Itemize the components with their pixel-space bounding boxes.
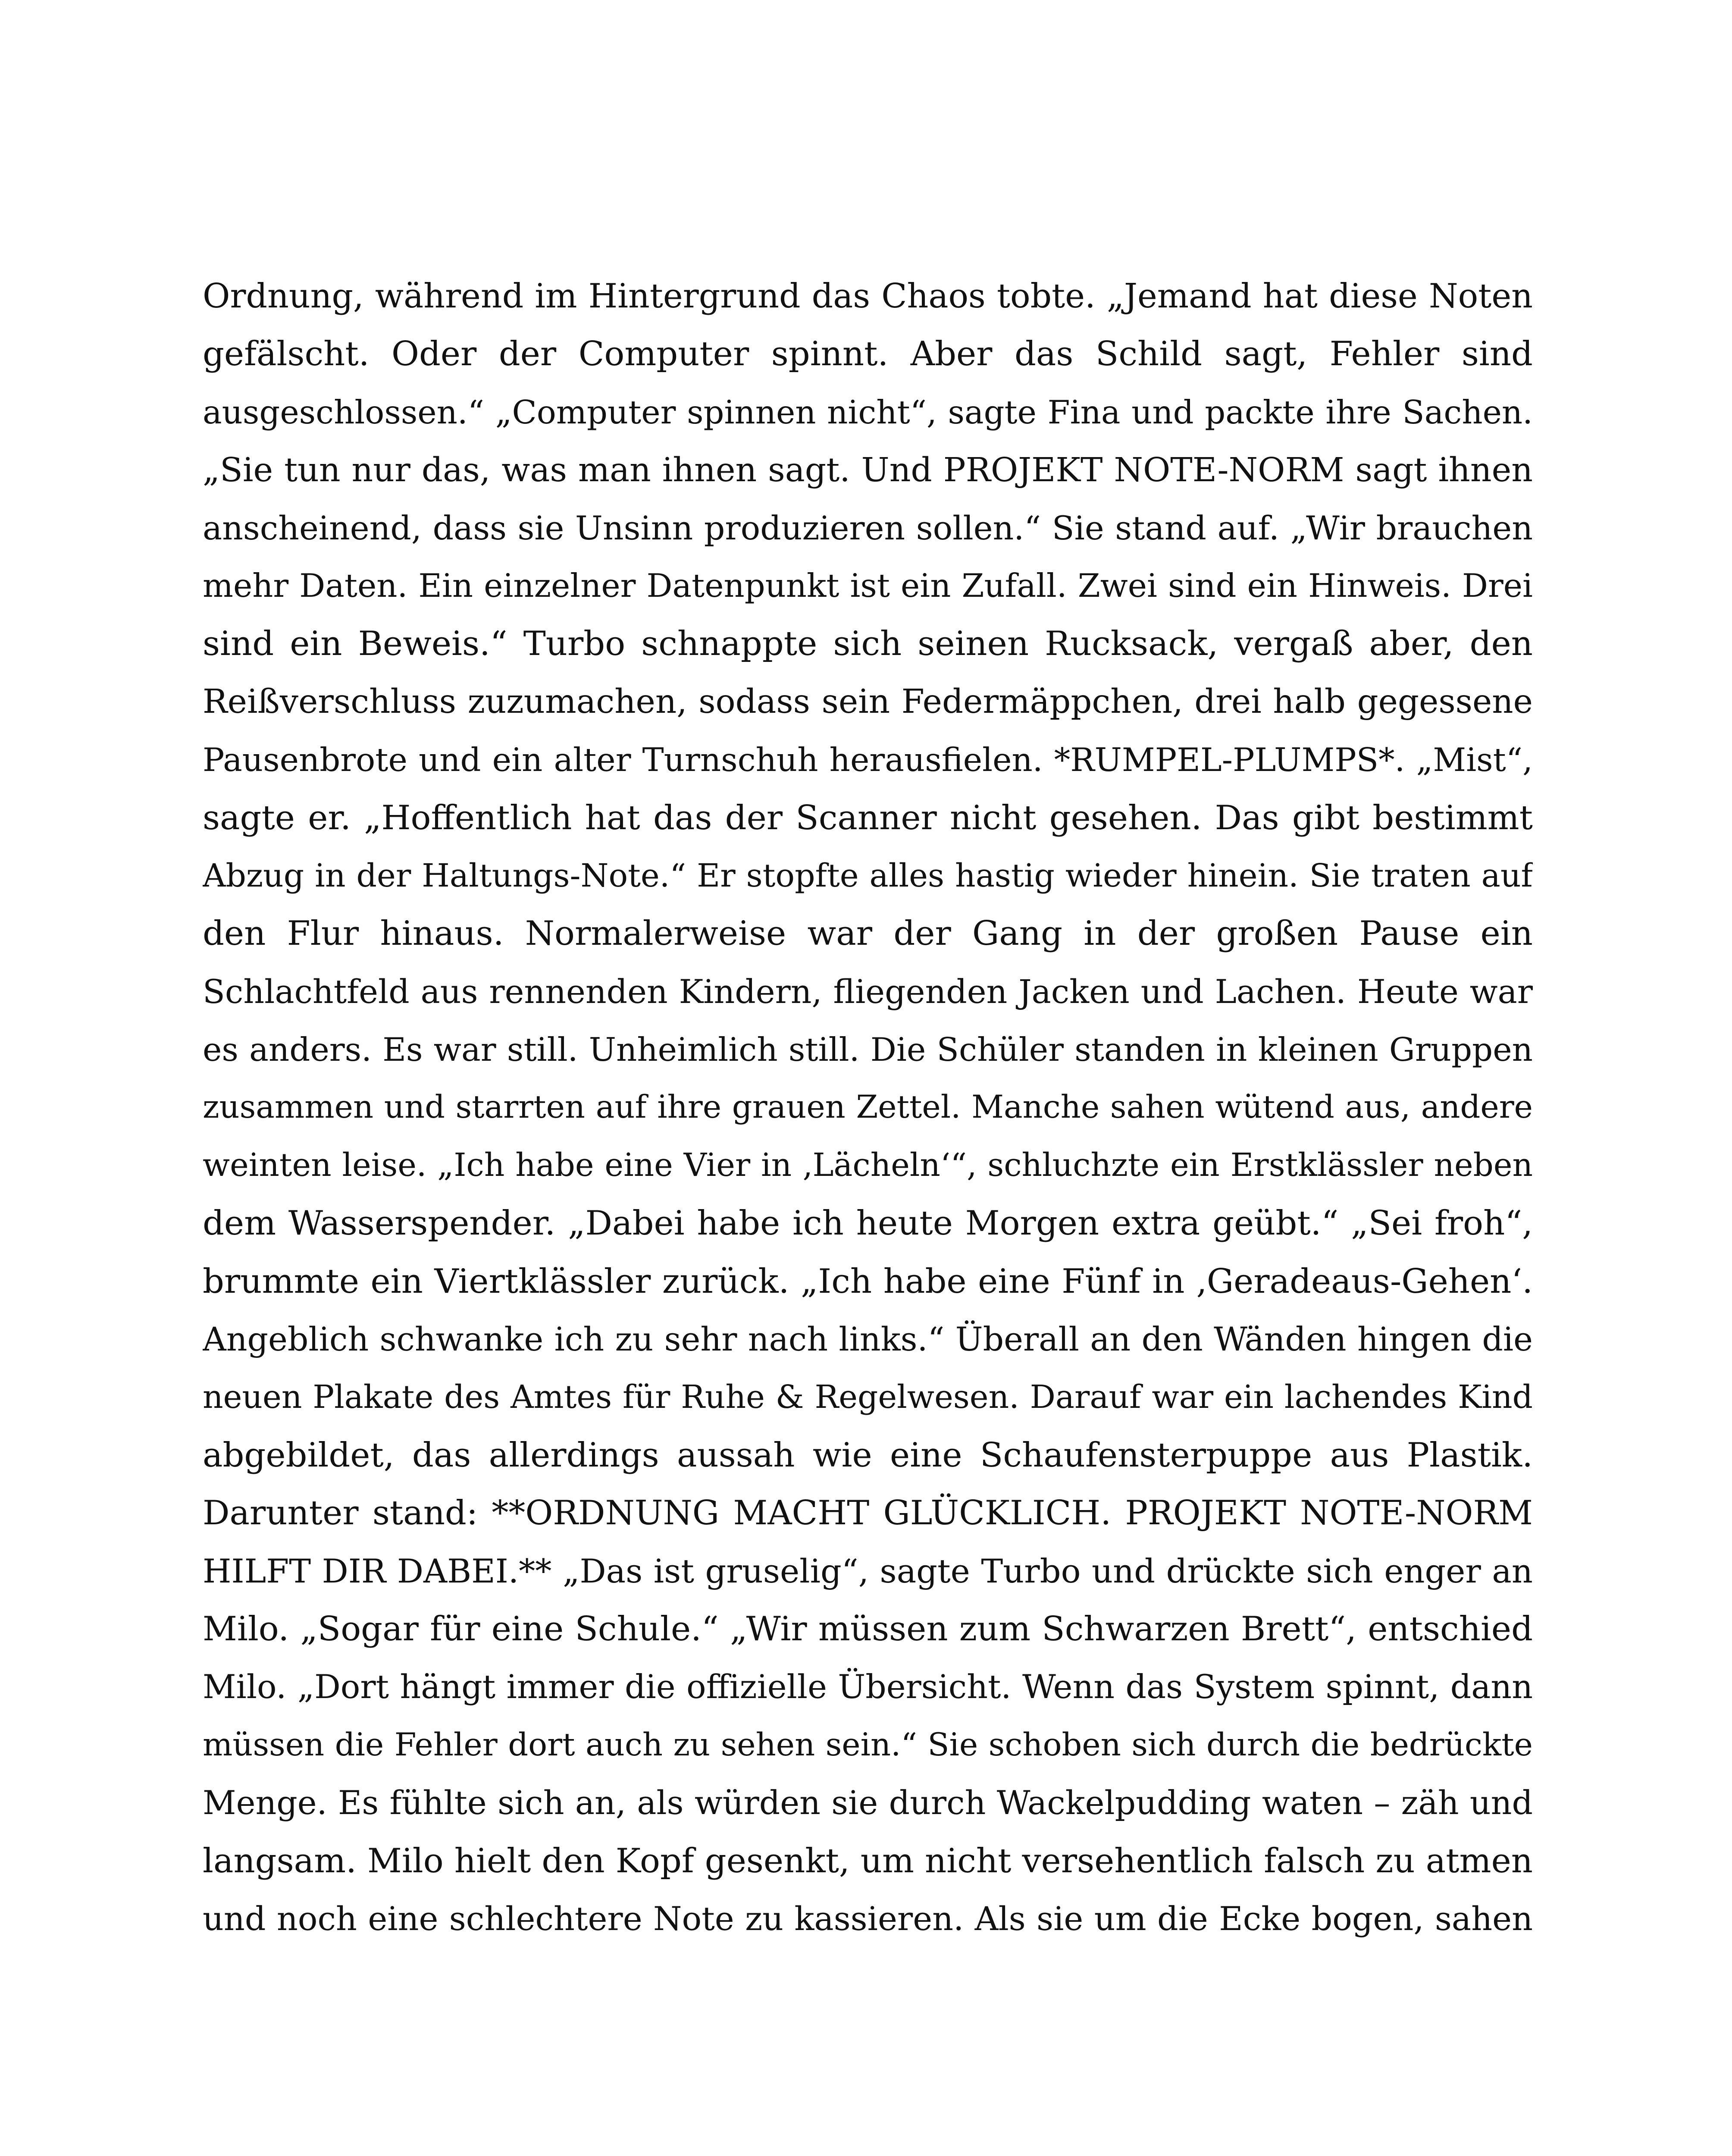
text-line: abgebildet, das allerdings aussah wie eine Schaufensterpuppe aus Plastik.: [203, 1435, 1533, 1475]
text-line: Angeblich schwanke ich zu sehr nach links.“ Überall an den Wänden hingen die: [203, 1320, 1533, 1359]
text-line: zusammen und starrten auf ihre grauen Zettel. Manche sahen wütend aus, andere: [203, 1089, 1533, 1126]
text-line: und noch eine schlechtere Note zu kassieren. Als sie um die Ecke bogen, sahen: [203, 1899, 1533, 1938]
text-line: Reißverschluss zuzumachen, sodass sein Federmäppchen, drei halb gegessene: [203, 682, 1533, 721]
text-line: Darunter stand: **ORDNUNG MACHT GLÜCKLICH. PROJEKT NOTE-NORM: [203, 1494, 1533, 1533]
text-line: Ordnung, während im Hintergrund das Chaos tobte. „Jemand hat diese Noten: [203, 277, 1533, 316]
text-line: müssen die Fehler dort auch zu sehen sein.“ Sie schoben sich durch die bedrückte: [203, 1726, 1533, 1763]
text-line: Milo. „Sogar für eine Schule.“ „Wir müssen zum Schwarzen Brett“, entschied: [203, 1609, 1533, 1648]
body-text: [203, 267, 1533, 1948]
text-line: Schlachtfeld aus rennenden Kindern, fliegenden Jacken und Lachen. Heute war: [203, 972, 1533, 1011]
text-line: HILFT DIR DABEI.** „Das ist gruselig“, sagte Turbo und drückte sich enger an: [203, 1551, 1533, 1590]
text-line: weinten leise. „Ich habe eine Vier in ‚Lächeln‘“, schluchzte ein Erstklässler neben: [203, 1147, 1533, 1184]
text-line: gefälscht. Oder der Computer spinnt. Aber das Schild sagt, Fehler sind: [203, 335, 1533, 374]
text-line: sagte er. „Hoffentlich hat das der Scanner nicht gesehen. Das gibt bestimmt: [203, 798, 1533, 837]
text-line: dem Wasserspender. „Dabei habe ich heute Morgen extra geübt.“ „Sei froh“,: [203, 1204, 1533, 1243]
text-line: den Flur hinaus. Normalerweise war der Gang in der großen Pause ein: [203, 914, 1533, 953]
text-line: neuen Plakate des Amtes für Ruhe & Regelwesen. Darauf war ein lachendes Kind: [203, 1379, 1533, 1416]
text-line: es anders. Es war still. Unheimlich still. Die Schüler standen in kleinen Gruppen: [203, 1031, 1533, 1069]
text-line: mehr Daten. Ein einzelner Datenpunkt ist ein Zufall. Zwei sind ein Hinweis. Drei: [203, 567, 1533, 605]
text-line: anscheinend, dass sie Unsinn produzieren sollen.“ Sie stand auf. „Wir brauchen: [203, 509, 1533, 547]
text-line: Menge. Es fühlte sich an, als würden sie durch Wackelpudding waten – zäh und: [203, 1784, 1533, 1822]
text-line: ausgeschlossen.“ „Computer spinnen nicht“, sagte Fina und packte ihre Sachen.: [203, 393, 1533, 431]
text-line: Milo. „Dort hängt immer die offizielle Übersicht. Wenn das System spinnt, dann: [203, 1668, 1533, 1706]
text-line: sind ein Beweis.“ Turbo schnappte sich seinen Rucksack, vergaß aber, den: [203, 624, 1533, 664]
text-line: langsam. Milo hielt den Kopf gesenkt, um nicht versehentlich falsch zu atmen: [203, 1841, 1533, 1880]
text-line: „Sie tun nur das, was man ihnen sagt. Und PROJEKT NOTE-NORM sagt ihnen: [203, 451, 1533, 490]
text-line: brummte ein Viertklässler zurück. „Ich habe eine Fünf in ‚Geradeaus-Gehen‘.: [203, 1262, 1533, 1301]
text-line: Pausenbrote und ein alter Turnschuh herausfielen. *RUMPEL-PLUMPS*. „Mist“,: [203, 741, 1533, 779]
text-line: Abzug in der Haltungs-Note.“ Er stopfte alles hastig wieder hinein. Sie traten auf: [203, 857, 1533, 894]
